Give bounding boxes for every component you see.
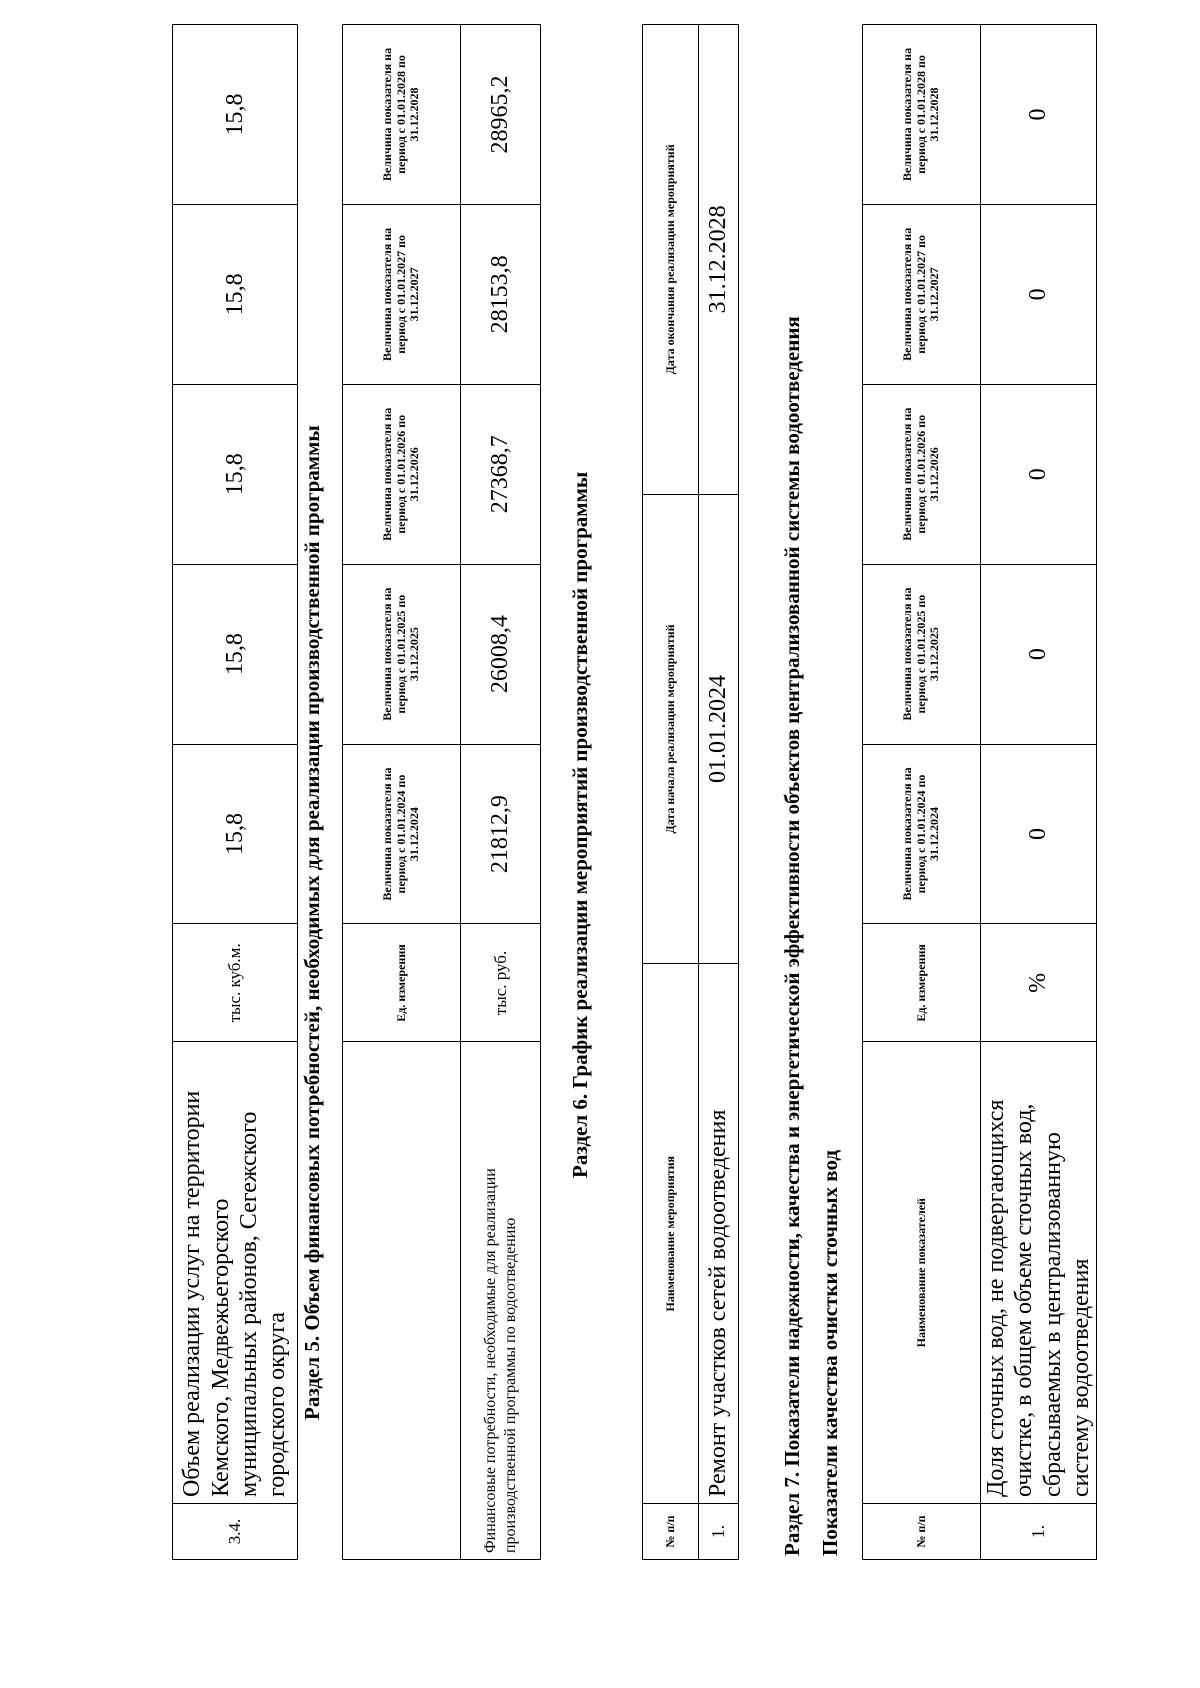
row-name: Финансовые потребности, необходимые для реализации производственной программы по водоотведению bbox=[461, 1042, 541, 1560]
section5-title: Раздел 5. Объем финансовых потребностей, необходимых для реализации производственной программы bbox=[300, 425, 324, 1420]
row-number: 1. bbox=[981, 1504, 1097, 1560]
value-2026: 0 bbox=[981, 384, 1097, 564]
value-2027: 28153,8 bbox=[461, 204, 541, 384]
value-2025: 26008,4 bbox=[461, 564, 541, 744]
table-header-row bbox=[343, 25, 461, 1560]
row-number: 3.4. bbox=[173, 1504, 298, 1560]
header-name: Наименование показателей bbox=[863, 1042, 981, 1504]
header-period-2026: Величина показателя на период с 01.01.2026 по 31.12.2026 bbox=[343, 384, 461, 564]
header-unit: Ед. измерения bbox=[343, 924, 461, 1042]
table-row bbox=[461, 25, 541, 1560]
row-name: Доля сточных вод, не подвергающихся очистке, в общем объеме сточных вод, сбрасываемых в централизованную систему водоотведения bbox=[981, 1042, 1097, 1504]
value-2027: 0 bbox=[981, 204, 1097, 384]
quality-table bbox=[862, 24, 1097, 1560]
row-name: Ремонт участков сетей водоотведения bbox=[699, 964, 739, 1504]
section7-title: Раздел 7. Показатели надежности, качества и энергетической эффективности объектов централизованной системы водоотведения bbox=[780, 316, 804, 1556]
value-2028: 28965,2 bbox=[461, 25, 541, 205]
row-end-date: 31.12.2028 bbox=[699, 25, 739, 495]
value-2028: 0 bbox=[981, 25, 1097, 205]
value-2024: 0 bbox=[981, 744, 1097, 924]
header-period-2025: Величина показателя на период с 01.01.2025 по 31.12.2025 bbox=[343, 564, 461, 744]
table-row bbox=[173, 25, 298, 1560]
header-unit: Ед. измерения bbox=[863, 924, 981, 1042]
header-period-2024: Величина показателя на период с 01.01.2024 по 31.12.2024 bbox=[343, 744, 461, 924]
value-2025: 15,8 bbox=[173, 564, 298, 744]
value-2027: 15,8 bbox=[173, 204, 298, 384]
row-number: 1. bbox=[699, 1504, 739, 1560]
schedule-table bbox=[642, 24, 739, 1560]
row-unit: тыс. руб. bbox=[461, 924, 541, 1042]
table-row bbox=[981, 25, 1097, 1560]
header-period-2028: Величина показателя на период с 01.01.2028 по 31.12.2028 bbox=[343, 25, 461, 205]
value-2025: 0 bbox=[981, 564, 1097, 744]
header-period-2024: Величина показателя на период с 01.01.2024 по 31.12.2024 bbox=[863, 744, 981, 924]
volume-table bbox=[172, 24, 298, 1560]
row-unit: % bbox=[981, 924, 1097, 1042]
value-2026: 15,8 bbox=[173, 384, 298, 564]
section7-subtitle: Показатели качества очистки сточных вод bbox=[818, 1150, 842, 1556]
header-period-2025: Величина показателя на период с 01.01.2025 по 31.12.2025 bbox=[863, 564, 981, 744]
header-period-2027: Величина показателя на период с 01.01.2027 по 31.12.2027 bbox=[343, 204, 461, 384]
header-number: № п/п bbox=[643, 1504, 699, 1560]
table-header-row bbox=[643, 25, 699, 1560]
value-2024: 15,8 bbox=[173, 744, 298, 924]
table-header-row bbox=[863, 25, 981, 1560]
financial-table bbox=[342, 24, 541, 1560]
header-period-2027: Величина показателя на период с 01.01.2027 по 31.12.2027 bbox=[863, 204, 981, 384]
header-period-2028: Величина показателя на период с 01.01.2028 по 31.12.2028 bbox=[863, 25, 981, 205]
header-start-date: Дата начала реализации мероприятий bbox=[643, 494, 699, 964]
row-unit: тыс. куб.м. bbox=[173, 924, 298, 1042]
value-2026: 27368,7 bbox=[461, 384, 541, 564]
value-2024: 21812,9 bbox=[461, 744, 541, 924]
header-period-2026: Величина показателя на период с 01.01.2026 по 31.12.2026 bbox=[863, 384, 981, 564]
header-name: Наименование мероприятия bbox=[643, 964, 699, 1504]
header-number: № п/п bbox=[863, 1504, 981, 1560]
row-name: Объем реализации услуг на территории Кемского, Медвежьегорского муниципальных районов, Сегежского городского округа bbox=[173, 1042, 298, 1504]
header-empty bbox=[343, 1042, 461, 1560]
value-2028: 15,8 bbox=[173, 25, 298, 205]
section6-title: Раздел 6. График реализации мероприятий производственной программы bbox=[568, 471, 592, 1178]
header-end-date: Дата окончания реализации мероприятий bbox=[643, 25, 699, 495]
table-row bbox=[699, 25, 739, 1560]
row-start-date: 01.01.2024 bbox=[699, 494, 739, 964]
